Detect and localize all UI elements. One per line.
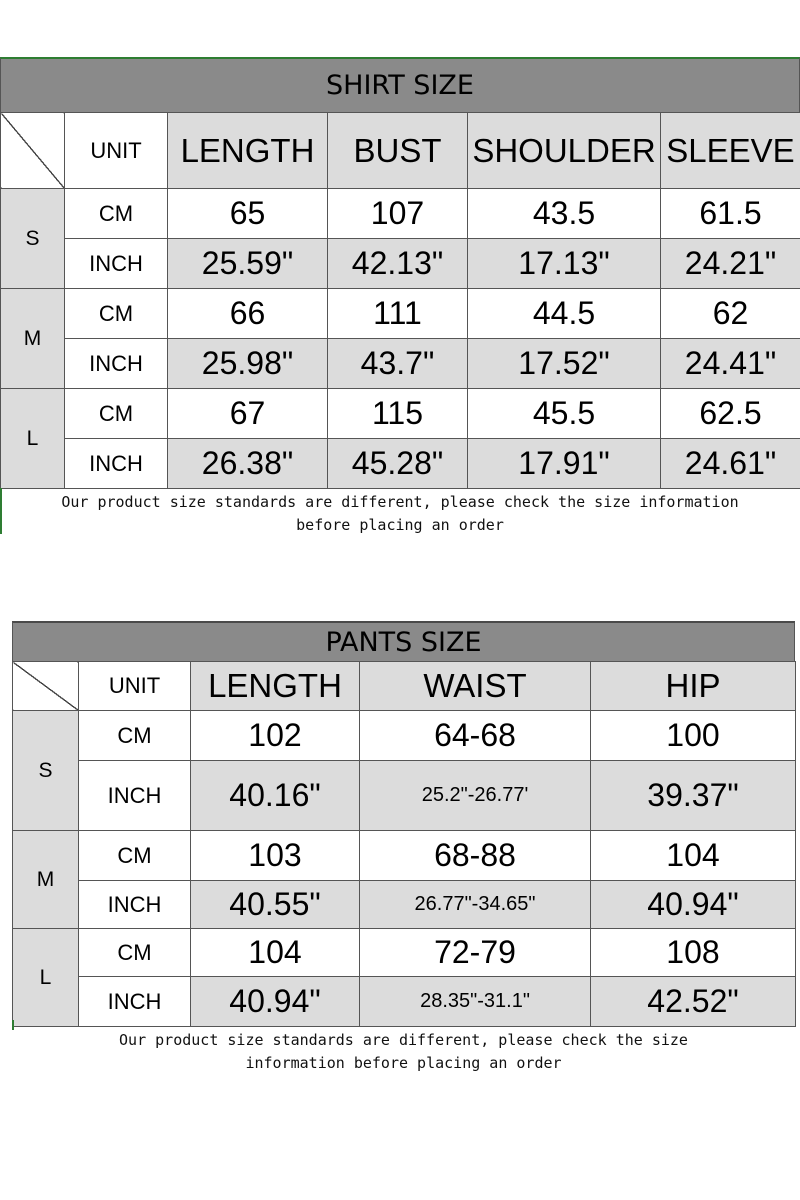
table-row	[1, 389, 800, 439]
table-row	[1, 289, 800, 339]
table-cell: 17.52"	[468, 339, 661, 389]
unit-label: CM	[79, 831, 191, 881]
column-header-length: LENGTH	[191, 662, 360, 711]
shirt-size-chart	[0, 57, 800, 537]
table-cell: 24.21"	[661, 239, 800, 289]
table-cell: 66	[168, 289, 328, 339]
note-line: before placing an order	[296, 516, 504, 534]
table-cell: 102	[191, 711, 360, 761]
table-cell: 64-68	[360, 711, 591, 761]
size-label: L	[13, 929, 79, 1027]
table-cell: 26.38"	[168, 439, 328, 489]
table-cell: 17.91"	[468, 439, 661, 489]
unit-header: UNIT	[65, 113, 168, 189]
unit-label: CM	[65, 289, 168, 339]
pants-size-table	[12, 661, 796, 1027]
table-row	[13, 977, 796, 1027]
pants-size-chart	[12, 621, 795, 1075]
table-cell: 104	[591, 831, 796, 881]
unit-label: INCH	[65, 339, 168, 389]
size-label: M	[1, 289, 65, 389]
table-cell: 40.94"	[591, 881, 796, 929]
column-header-shoulder: SHOULDER	[468, 113, 661, 189]
column-header-sleeve: SLEEVE	[661, 113, 800, 189]
pants-size-title: PANTS SIZE	[12, 621, 795, 661]
table-cell: 17.13"	[468, 239, 661, 289]
shirt-size-note	[0, 491, 800, 537]
table-cell: 108	[591, 929, 796, 977]
table-header-row	[13, 662, 796, 711]
size-label: S	[1, 189, 65, 289]
table-cell: 24.41"	[661, 339, 800, 389]
diagonal-corner-cell	[1, 113, 65, 189]
table-cell: 67	[168, 389, 328, 439]
table-row	[1, 439, 800, 489]
table-cell: 25.98"	[168, 339, 328, 389]
table-cell: 65	[168, 189, 328, 239]
table-cell: 62	[661, 289, 800, 339]
table-row	[13, 929, 796, 977]
table-cell: 25.2"-26.77'	[360, 761, 591, 831]
table-cell: 104	[191, 929, 360, 977]
table-cell: 40.55"	[191, 881, 360, 929]
table-cell: 107	[328, 189, 468, 239]
unit-label: INCH	[79, 977, 191, 1027]
table-cell: 44.5	[468, 289, 661, 339]
size-label: S	[13, 711, 79, 831]
green-edge-mark	[0, 488, 2, 534]
table-cell: 72-79	[360, 929, 591, 977]
shirt-size-table	[0, 112, 800, 489]
table-cell: 45.28"	[328, 439, 468, 489]
table-cell: 39.37"	[591, 761, 796, 831]
column-header-bust: BUST	[328, 113, 468, 189]
note-line: Our product size standards are different, please check the size information	[61, 493, 739, 511]
unit-label: CM	[79, 711, 191, 761]
diagonal-corner-cell	[13, 662, 79, 711]
unit-label: CM	[79, 929, 191, 977]
table-cell: 111	[328, 289, 468, 339]
unit-label: INCH	[65, 439, 168, 489]
table-row	[13, 761, 796, 831]
table-row	[1, 239, 800, 289]
table-header-row	[1, 113, 800, 189]
table-cell: 115	[328, 389, 468, 439]
table-cell: 24.61"	[661, 439, 800, 489]
table-cell: 26.77"-34.65"	[360, 881, 591, 929]
unit-label: CM	[65, 389, 168, 439]
table-row	[1, 189, 800, 239]
table-cell: 43.5	[468, 189, 661, 239]
size-label: L	[1, 389, 65, 489]
table-cell: 40.94"	[191, 977, 360, 1027]
table-cell: 40.16"	[191, 761, 360, 831]
table-cell: 62.5	[661, 389, 800, 439]
note-line: information before placing an order	[245, 1054, 562, 1072]
column-header-hip: HIP	[591, 662, 796, 711]
pants-size-note	[12, 1029, 795, 1075]
note-line: Our product size standards are different, please check the size	[119, 1031, 688, 1049]
table-cell: 42.52"	[591, 977, 796, 1027]
column-header-length: LENGTH	[168, 113, 328, 189]
table-cell: 43.7"	[328, 339, 468, 389]
column-header-waist: WAIST	[360, 662, 591, 711]
table-cell: 103	[191, 831, 360, 881]
unit-label: CM	[65, 189, 168, 239]
shirt-size-title: SHIRT SIZE	[0, 57, 800, 112]
table-row	[1, 339, 800, 389]
unit-label: INCH	[79, 761, 191, 831]
table-row	[13, 881, 796, 929]
table-row	[13, 711, 796, 761]
table-cell: 68-88	[360, 831, 591, 881]
table-cell: 100	[591, 711, 796, 761]
unit-label: INCH	[65, 239, 168, 289]
table-cell: 25.59"	[168, 239, 328, 289]
green-edge-mark	[12, 1020, 14, 1030]
table-row	[13, 831, 796, 881]
table-cell: 45.5	[468, 389, 661, 439]
size-label: M	[13, 831, 79, 929]
table-cell: 28.35"-31.1"	[360, 977, 591, 1027]
table-cell: 61.5	[661, 189, 800, 239]
table-cell: 42.13"	[328, 239, 468, 289]
unit-label: INCH	[79, 881, 191, 929]
unit-header: UNIT	[79, 662, 191, 711]
